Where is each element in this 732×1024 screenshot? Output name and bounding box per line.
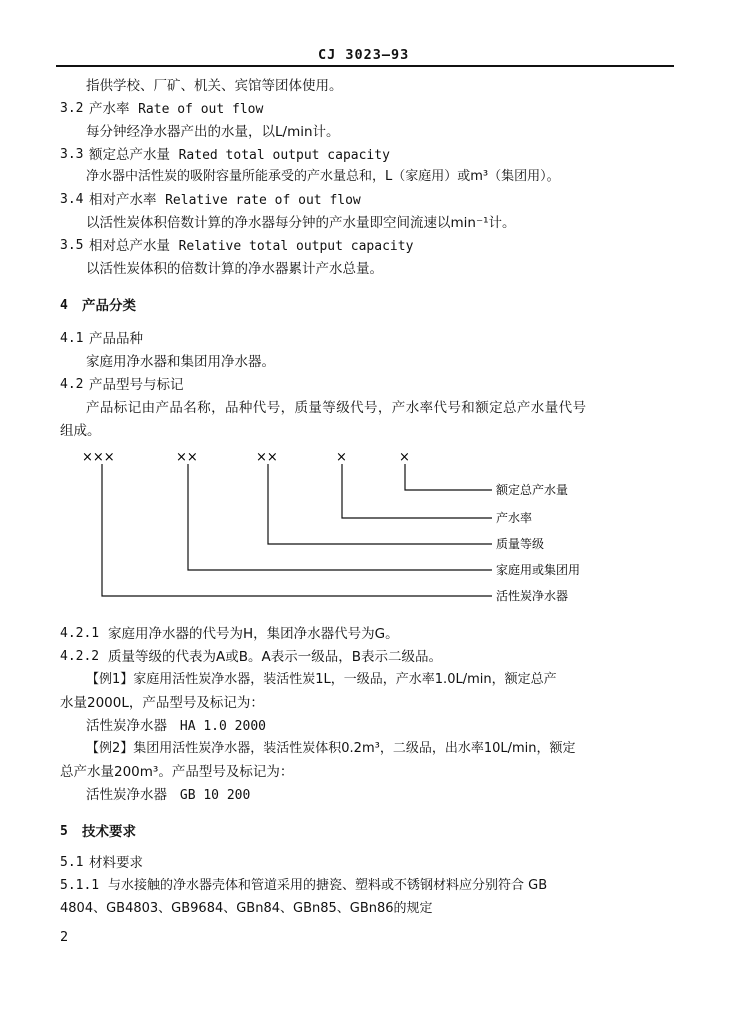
text-line: 质量等级的代表为A或B。A表示一级品，B表示二级品。 <box>108 649 442 665</box>
mark-product-name: ××× <box>82 450 115 465</box>
section-number: 5 <box>60 824 68 839</box>
example-mark-code: GB 10 200 <box>179 788 251 803</box>
page-header: CJ 3023—93 <box>318 47 410 63</box>
section-number: 3.4 <box>60 192 84 207</box>
term-cn: 相对总产水量 <box>89 238 170 254</box>
marking-diagram-svg <box>60 448 620 608</box>
text-line: 净水器中活性炭的吸附容量所能承受的产水量总和，L（家庭用）或m³（集团用）。 <box>86 169 560 184</box>
term-en: Rate of out flow <box>138 102 264 117</box>
example-line: 总产水量200m³。产品型号及标记为： <box>60 764 294 780</box>
example-line: 【例2】集团用活性炭净水器，装活性炭体积0.2m³，二级品，出水率10L/min，额定 <box>86 741 576 756</box>
term-heading <box>89 191 361 210</box>
label-name: 活性炭净水器 <box>496 589 569 603</box>
label-grade: 质量等级 <box>496 537 545 551</box>
text-line: 组成。 <box>60 423 101 439</box>
header-rule <box>56 65 674 67</box>
text-line: 以活性炭体积的倍数计算的净水器累计产水总量。 <box>86 261 383 277</box>
section-number: 5.1.1 <box>60 878 100 893</box>
label-capacity: 额定总产水量 <box>496 483 569 497</box>
example-mark-name: 活性炭净水器 <box>86 718 167 734</box>
section-number: 4.2.1 <box>60 626 100 641</box>
section-title: 产品品种 <box>89 331 143 347</box>
section-number: 4 <box>60 298 68 313</box>
text-line: 产品标记由产品名称，品种代号，质量等级代号，产水率代号和额定总产水量代号 <box>86 400 587 416</box>
term-cn: 产水率 <box>89 101 130 117</box>
example-mark-name: 活性炭净水器 <box>86 787 167 803</box>
leader-line-type <box>188 464 492 570</box>
example-mark <box>86 786 250 805</box>
text-line: 与水接触的净水器壳体和管道采用的搪瓷、塑料或不锈钢材料应分别符合 GB <box>108 878 548 893</box>
text-line: 4804、GB4803、GB9684、GBn84、GBn85、GBn86的规定 <box>60 901 433 916</box>
section-number: 3.5 <box>60 238 84 253</box>
example-mark-code: HA 1.0 2000 <box>179 719 266 734</box>
leader-line-name <box>102 464 492 596</box>
term-en: Relative rate of out flow <box>165 193 361 208</box>
mark-type-code: ×× <box>176 450 198 465</box>
term-cn: 额定总产水量 <box>89 147 170 163</box>
text-line: 每分钟经净水器产出的水量，以L/min计。 <box>86 124 340 140</box>
section-title: 产品分类 <box>82 298 136 314</box>
mark-grade-code: ×× <box>256 450 278 465</box>
label-rate: 产水率 <box>496 511 533 525</box>
term-heading <box>89 100 263 119</box>
section-number: 4.2.2 <box>60 649 100 664</box>
example-mark <box>86 717 266 736</box>
label-type: 家庭用或集团用 <box>496 563 581 577</box>
term-en: Relative total output capacity <box>178 239 414 254</box>
section-number: 5.1 <box>60 855 84 870</box>
section-number: 3.2 <box>60 101 84 116</box>
text-line: 指供学校、厂矿、机关、宾馆等团体使用。 <box>86 78 343 94</box>
mark-capacity-code: × <box>399 450 410 465</box>
term-heading <box>89 237 413 256</box>
term-cn: 相对产水率 <box>89 192 157 208</box>
text-line: 以活性炭体积倍数计算的净水器每分钟的产水量即空间流速以min⁻¹计。 <box>86 215 516 231</box>
product-marking-diagram <box>60 448 620 612</box>
example-line: 【例1】家庭用活性炭净水器，装活性炭1L，一级品，产水率1.0L/min，额定总产 <box>86 672 557 687</box>
section-number: 3.3 <box>60 147 84 162</box>
text-line: 家庭用净水器和集团用净水器。 <box>86 354 275 370</box>
section-title: 技术要求 <box>82 824 136 840</box>
section-title: 产品型号与标记 <box>89 377 184 393</box>
example-line: 水量2000L，产品型号及标记为： <box>60 695 264 711</box>
text-line: 家庭用净水器的代号为H，集团净水器代号为G。 <box>108 626 399 642</box>
term-heading <box>89 146 390 165</box>
section-title: 材料要求 <box>89 855 143 871</box>
section-number: 4.2 <box>60 377 84 392</box>
leader-line-rate <box>342 464 492 518</box>
leader-line-capacity <box>405 464 492 490</box>
mark-rate-code: × <box>336 450 347 465</box>
leader-line-grade <box>268 464 492 544</box>
term-en: Rated total output capacity <box>178 148 390 163</box>
page-number: 2 <box>60 929 69 945</box>
section-number: 4.1 <box>60 331 84 346</box>
